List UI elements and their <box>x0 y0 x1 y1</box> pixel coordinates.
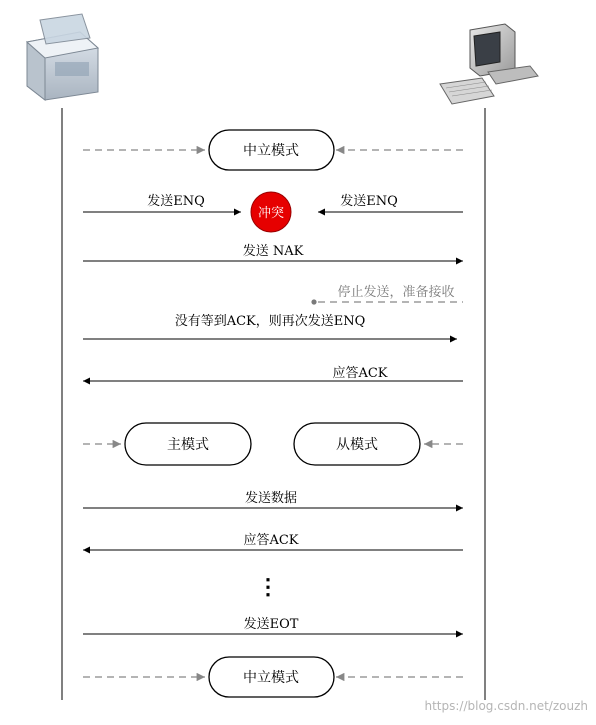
collision-label: 冲突 <box>257 206 285 221</box>
neutral-mode-bottom-label: 中立模式 <box>243 670 299 686</box>
resend-enq-message <box>83 313 457 339</box>
computer-icon <box>440 24 538 104</box>
master-mode <box>83 423 251 465</box>
ack-2-label: 应答ACK <box>243 533 299 548</box>
collision-row <box>83 192 463 232</box>
send-data-message <box>83 490 463 508</box>
send-nak-message <box>83 244 463 261</box>
stop-prepare-note <box>311 284 463 305</box>
vertical-ellipsis: ⋮ <box>257 574 279 600</box>
send-nak-label: 发送 NAK <box>242 244 304 259</box>
right-enq-label: 发送ENQ <box>340 194 398 209</box>
neutral-mode-bottom <box>83 657 463 697</box>
send-data-label: 发送数据 <box>244 491 298 506</box>
ack-message-1 <box>83 365 463 381</box>
slave-mode-label: 从模式 <box>336 437 378 453</box>
ack-message-2 <box>83 532 463 550</box>
analyzer-icon <box>27 14 98 100</box>
master-mode-label: 主模式 <box>167 437 209 453</box>
watermark: https://blog.csdn.net/zouzh <box>424 699 588 713</box>
stop-prepare-label: 停止发送，准备接收 <box>337 285 455 300</box>
send-eot-label: 发送EOT <box>243 617 299 632</box>
resend-enq-label: 没有等到ACK，则再次发送ENQ <box>174 314 366 329</box>
neutral-mode-top <box>83 130 463 170</box>
send-eot-message <box>83 617 463 634</box>
ack-1-label: 应答ACK <box>332 366 388 381</box>
neutral-mode-top-label: 中立模式 <box>243 143 299 159</box>
slave-mode <box>294 423 463 465</box>
left-enq-label: 发送ENQ <box>147 194 205 209</box>
